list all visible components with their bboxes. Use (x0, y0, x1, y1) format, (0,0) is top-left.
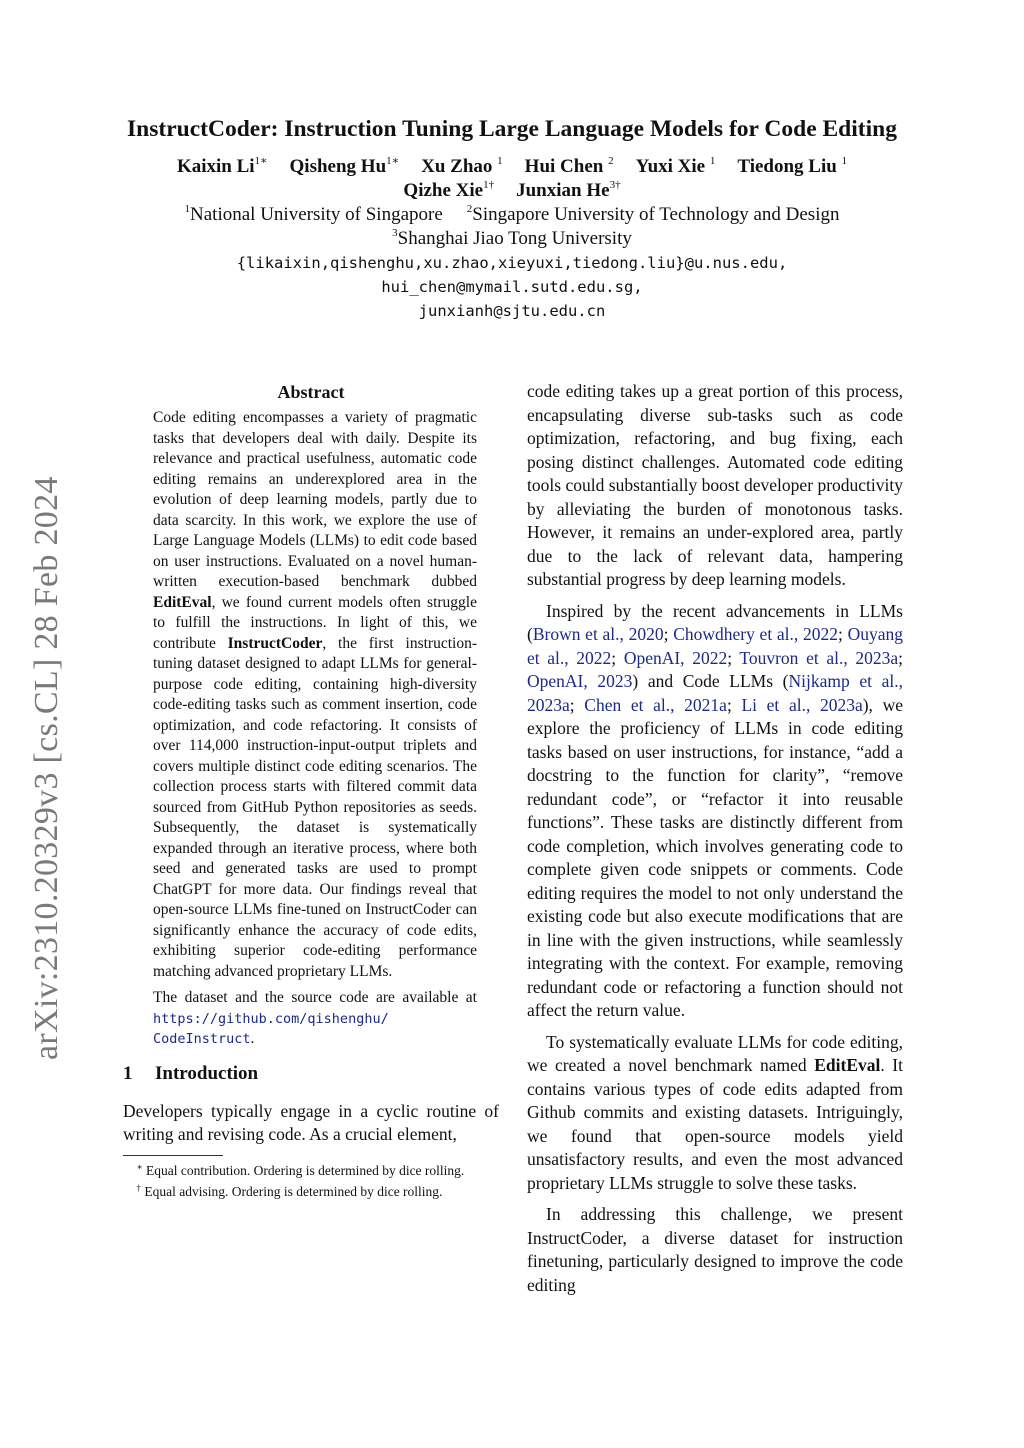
section-heading: 1 Introduction (123, 1062, 259, 1084)
author: Junxian $He^{3\dagger}$ (516, 179, 621, 201)
abstract-heading: Abstract (277, 382, 345, 402)
citation-link[interactable]: OpenAI, 2023 (527, 671, 633, 691)
left-column (123, 380, 499, 1204)
intro-body (123, 1100, 499, 1147)
footnote: ∗ Equal contribution. Ordering is determined by dice rolling. (136, 1161, 465, 1178)
email-line[interactable]: junxianh@sjtu.edu.cn (418, 302, 606, 320)
footnote-divider (123, 1155, 223, 1156)
abstract-paragraph: The dataset and the source code are available at https://github.com/qishenghu/ CodeInstruct. (153, 989, 477, 1047)
paper-title: InstructCoder: Instruction Tuning Large Language Models for Code Editing (127, 116, 897, 142)
paper-header (120, 116, 904, 323)
body-paragraph: To systematically evaluate LLMs for code editing, we created a novel benchmark named EditEval. It contains various types of code edits adapted from Github commits and existing datasets. Intriguingly, we found that open-source models yield unsatisfactory results, and even the most advanced proprietary LLMs struggle to solve these tasks. (527, 1031, 903, 1193)
code-link[interactable]: https://github.com/qishenghu/ CodeInstruct (153, 1010, 389, 1047)
author: Qisheng $Hu^{1∗}$ (289, 155, 400, 177)
right-column (527, 380, 903, 1305)
arxiv-identifier: arXiv:2310.20329v3 [cs.CL] 28 Feb 2024 (28, 476, 65, 1060)
body-paragraph: code editing takes up a great portion of this process, encapsulating diverse sub-tasks such as code optimization, refactoring, and bug fixing, each posing distinct challenges. Automated code editing tools could substantially boost developer productivity by alleviating the burden of monotonous tasks. However, it remains an under-explored area, partly due to the lack of relevant data, hampering substantial progress by deep learning models. (527, 381, 903, 589)
author: Tiedong Liu $^1$ (737, 155, 848, 177)
affiliation: $^3$Shanghai Jiao Tong University (392, 227, 632, 249)
author: Qizhe Xie$^{1\dagger}$ (403, 179, 495, 201)
author: Kaixin $Li^{1∗}$ (176, 155, 268, 177)
body-paragraph: Inspired by the recent advancements in LLMs (Brown et al., 2020; Chowdhery et al., 2022; Ouyang et al., 2022; OpenAI, 2022; Touvron et al., 2023a; OpenAI, 2023) and Code LLMs (Nijkamp et al., 2023a; Chen et al., 2021a; Li et al., 2023a), we explore the proficiency of LLMs in code editing tasks based on user instructions, for instance, “add a docstring to the function for clarity”, “remove redundant code”, or “refactor it into reusable functions”. These tasks are distinctly different from code completion, which involves generating code to complete given code snippets or comments. Code editing requires the model to not only understand the existing code but also execute modifications that are in line with the given instructions, while seamlessly integrating with the context. For example, removing redundant code or refactoring a function should not affect the return value. (527, 600, 904, 1020)
abstract-paragraph: Code editing encompasses a variety of pragmatic tasks that developers deal with daily. Despite its relevance and practical usefulness, automatic code editing remains an underexplored area in the evolution of deep learning models, partly due to data scarcity. In this work, we explore the use of Large Language Models (LLMs) to edit code based on user instructions. Evaluated on a novel human-written execution-based benchmark dubbed EditEval, we found current models often struggle to fulfill the instructions. In light of this, we contribute InstructCoder, the first instruction-tuning dataset designed to adapt LLMs for general-purpose code editing, containing high-diversity code-editing tasks such as comment insertion, code optimization, and code refactoring. It consists of over 114,000 instruction-input-output triplets and covers multiple distinct code editing scenarios. The collection process starts with filtered commit data sourced from GitHub Python repositories as seeds. Subsequently, the dataset is systematically expanded through an iterative process, where both seed and generated tasks are used to prompt ChatGPT for more data. Our findings reveal that open-source LLMs fine-tuned on InstructCoder can significantly enhance the accuracy of code edits, exhibiting superior code-editing performance matching advanced proprietary LLMs. (153, 409, 477, 980)
body-paragraph: Developers typically engage in a cyclic routine of writing and revising code. As a crucial element, (123, 1100, 499, 1144)
citation-link[interactable]: Chowdhery et al., 2022 (673, 624, 838, 644)
email-line[interactable]: hui_chen@mymail.sutd.edu.sg, (381, 278, 643, 296)
author: Hui Chen $^2$ (524, 155, 614, 177)
citation-link[interactable]: Li et al., 2023a (741, 694, 863, 715)
right-body (527, 380, 903, 1297)
affiliation: $^1$National University of Singapore (184, 203, 443, 225)
citation-link[interactable]: Brown et al., 2020 (532, 624, 664, 644)
citation-link[interactable]: Touvron et al., 2023a (739, 647, 899, 668)
body-paragraph: In addressing this challenge, we present InstructCoder, a diverse dataset for instruction finetuning, particularly designed to improve the code editing (527, 1204, 903, 1295)
author: Yuxi Xie $^1$ (635, 155, 716, 177)
citation-link[interactable]: OpenAI, 2022 (623, 647, 728, 668)
affiliations (120, 203, 904, 251)
citation-link[interactable]: Nijkamp et al., 2023a (527, 671, 903, 715)
affiliation: $^2$Singapore University of Technology and Design (466, 203, 840, 225)
footnote: † Equal advising. Ordering is determined by dice rolling. (136, 1182, 443, 1199)
email-list (120, 251, 904, 323)
citation-link[interactable]: Ouyang et al., 2022 (527, 624, 903, 668)
abstract-body (153, 408, 477, 1050)
citation-link[interactable]: Chen et al., 2021a (584, 694, 727, 715)
author: Xu Zhao $^1$ (421, 155, 503, 177)
author-list (120, 155, 904, 203)
email-line[interactable]: {likaixin,qishenghu,xu.zhao,xieyuxi,tiedong.liu}@u.nus.edu, (236, 254, 788, 272)
